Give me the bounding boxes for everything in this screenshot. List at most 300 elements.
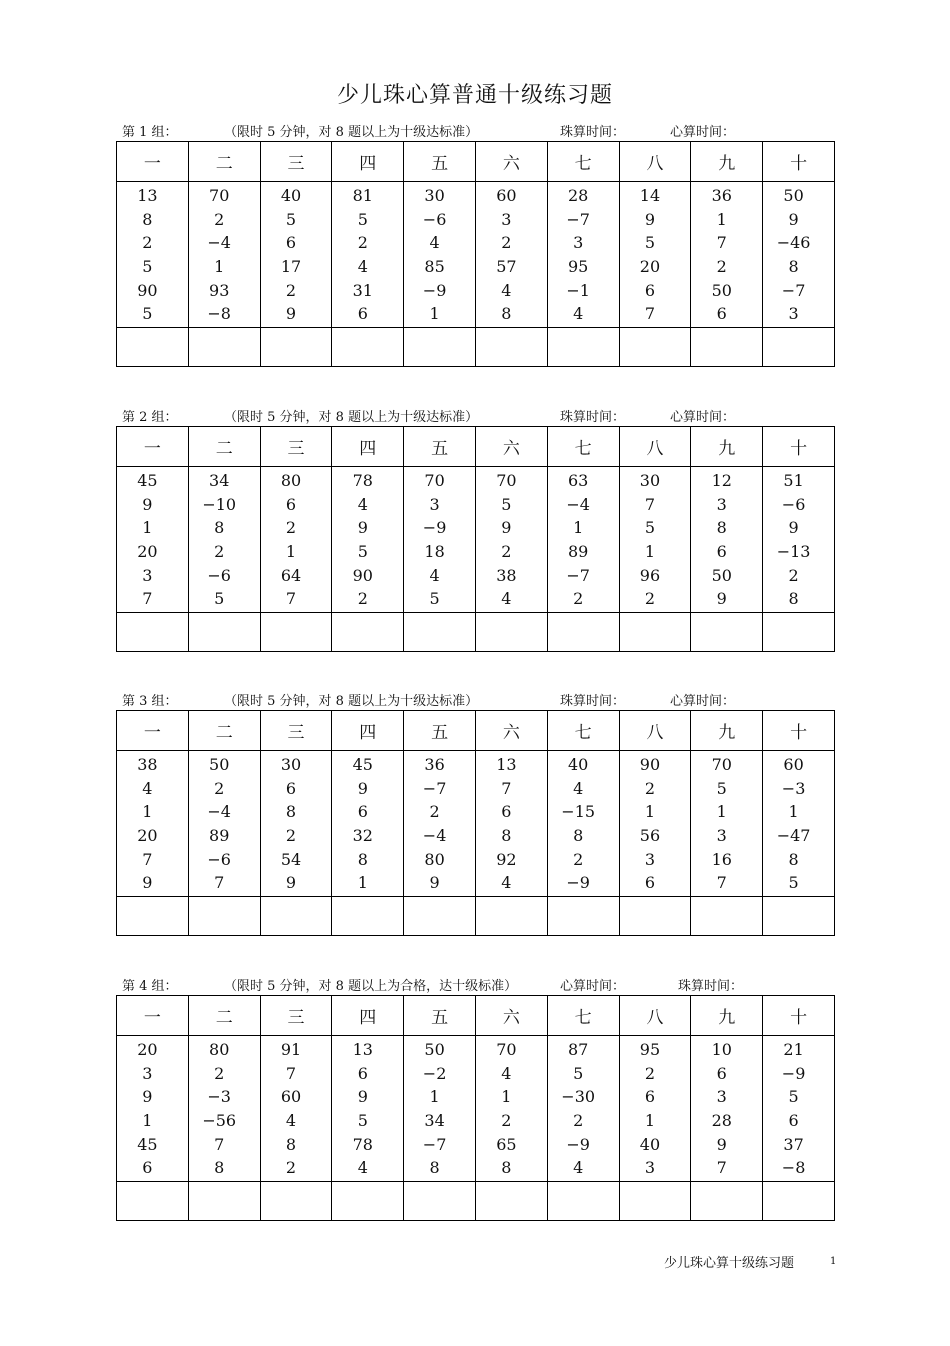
problem-number: 30: [280, 755, 302, 774]
problem-number: −6: [207, 565, 231, 585]
answer-cell[interactable]: [547, 1182, 619, 1221]
problem-number: 70: [496, 471, 517, 490]
problem-cell: [117, 467, 189, 613]
problem-number: −3: [207, 1087, 231, 1107]
problem-number: 4: [501, 280, 512, 300]
problem-number: 40: [280, 186, 302, 205]
problem-number: 1: [716, 209, 727, 229]
problem-number: 54: [280, 849, 302, 869]
problem-number: 78: [352, 1134, 373, 1154]
answer-cell[interactable]: [763, 613, 835, 652]
problem-number: 3: [501, 209, 512, 229]
column-header: 五: [404, 996, 476, 1036]
answer-cell[interactable]: [619, 613, 691, 652]
problem-cell: [763, 467, 835, 613]
problem-number: 60: [280, 1087, 302, 1107]
answer-cell[interactable]: [260, 328, 332, 367]
problem-row: [117, 467, 835, 613]
column-header: 五: [404, 142, 476, 182]
answer-cell[interactable]: [547, 328, 619, 367]
problem-number: 6: [716, 304, 727, 324]
problem-number: 90: [137, 280, 158, 300]
problem-number: −10: [202, 494, 237, 514]
problem-number: 2: [573, 849, 584, 869]
problem-number: 5: [573, 1063, 584, 1083]
problem-cell: [332, 182, 404, 328]
problem-table: [116, 995, 835, 1221]
column-header: 三: [260, 142, 332, 182]
column-header: 八: [619, 427, 691, 467]
answer-cell[interactable]: [188, 328, 260, 367]
problem-number: 6: [285, 778, 297, 798]
problem-table: [116, 141, 835, 367]
problem-number: −6: [781, 494, 806, 514]
answer-cell[interactable]: [404, 1182, 476, 1221]
problem-number: −2: [422, 1063, 447, 1083]
problem-number: 4: [357, 257, 368, 277]
problem-cell: [475, 751, 547, 897]
problem-cell: [619, 1036, 691, 1182]
problem-number: 2: [429, 802, 440, 822]
problem-number: 3: [142, 565, 153, 585]
problem-number: 3: [716, 826, 727, 846]
problem-cell: [619, 751, 691, 897]
problem-number: 78: [352, 471, 373, 490]
problem-number: 4: [429, 233, 440, 253]
column-header: 三: [260, 711, 332, 751]
answer-cell[interactable]: [763, 1182, 835, 1221]
column-header: 五: [404, 711, 476, 751]
problem-number: 1: [142, 802, 153, 822]
problem-number: 9: [142, 1087, 153, 1107]
problem-number: 38: [496, 565, 517, 585]
column-header-row: [117, 142, 835, 182]
group-header: [116, 690, 835, 710]
problem-number: 1: [644, 1111, 656, 1131]
problem-number: 30: [639, 471, 661, 490]
column-header: 一: [117, 142, 189, 182]
answer-row: [117, 897, 835, 936]
answer-cell[interactable]: [404, 328, 476, 367]
problem-number: 1: [573, 518, 584, 538]
problem-number: 95: [568, 257, 589, 277]
problem-number: 9: [285, 873, 297, 893]
answer-cell[interactable]: [547, 897, 619, 936]
problem-number: −4: [566, 494, 590, 514]
column-header: 七: [547, 996, 619, 1036]
problem-row: [117, 1036, 835, 1182]
problem-cell: [547, 182, 619, 328]
column-header-row: [117, 711, 835, 751]
problem-number: 40: [639, 1134, 661, 1154]
group-rule: （限时 5 分钟，对 8 题以上为十级达标准）: [224, 125, 479, 140]
problem-number: 9: [285, 304, 297, 324]
answer-cell[interactable]: [188, 897, 260, 936]
answer-cell[interactable]: [475, 897, 547, 936]
problem-number: 16: [711, 849, 732, 869]
problem-number: 6: [142, 1158, 153, 1178]
problem-number: 4: [501, 1063, 512, 1083]
problem-cell: [117, 1036, 189, 1182]
problem-number: 70: [209, 186, 230, 205]
problem-cell: [404, 751, 476, 897]
problem-cell: [332, 467, 404, 613]
problem-number: −9: [566, 873, 590, 893]
column-header: 三: [260, 427, 332, 467]
column-header: 六: [475, 427, 547, 467]
problem-number: 6: [644, 280, 656, 300]
exercise-group: [116, 406, 835, 652]
column-header: 四: [332, 427, 404, 467]
problem-number: 80: [209, 1040, 230, 1059]
column-header: 十: [763, 711, 835, 751]
problem-number: 1: [644, 542, 656, 562]
problem-number: −9: [422, 518, 447, 538]
column-header-row: [117, 996, 835, 1036]
column-header: 八: [619, 142, 691, 182]
problem-number: 13: [352, 1040, 373, 1059]
group-rule: （限时 5 分钟，对 8 题以上为合格，达十级标准）: [224, 979, 518, 994]
problem-number: 7: [214, 873, 225, 893]
problem-number: 5: [357, 542, 368, 562]
problem-cell: [260, 751, 332, 897]
problem-number: 4: [573, 1158, 584, 1178]
problem-number: 38: [137, 755, 158, 774]
problem-number: 50: [783, 186, 804, 205]
problem-number: 6: [285, 233, 297, 253]
problem-number: 2: [644, 1063, 656, 1083]
problem-number: 9: [788, 209, 799, 229]
time-label-first: 珠算时间：: [560, 410, 626, 425]
answer-cell[interactable]: [260, 1182, 332, 1221]
column-header: 九: [691, 996, 763, 1036]
answer-cell[interactable]: [619, 328, 691, 367]
answer-cell[interactable]: [260, 897, 332, 936]
answer-cell[interactable]: [404, 613, 476, 652]
answer-cell[interactable]: [619, 897, 691, 936]
problem-cell: [547, 751, 619, 897]
problem-number: 3: [573, 233, 584, 253]
problem-number: 2: [285, 518, 297, 538]
problem-cell: [404, 182, 476, 328]
problem-number: 45: [352, 755, 373, 774]
problem-number: 50: [209, 755, 230, 774]
problem-number: 2: [285, 1158, 297, 1178]
problem-cell: [188, 751, 260, 897]
problem-number: 2: [644, 589, 656, 609]
problem-cell: [691, 182, 763, 328]
column-header: 二: [188, 142, 260, 182]
column-header: 六: [475, 996, 547, 1036]
problem-number: −30: [561, 1087, 596, 1107]
problem-number: 8: [357, 849, 368, 869]
problem-number: 5: [142, 257, 153, 277]
problem-cell: [404, 467, 476, 613]
answer-row: [117, 328, 835, 367]
problem-number: 1: [429, 304, 440, 324]
problem-number: −6: [207, 849, 231, 869]
column-header: 五: [404, 427, 476, 467]
problem-number: 51: [783, 471, 804, 490]
problem-number: 8: [501, 826, 512, 846]
problem-number: 9: [501, 518, 512, 538]
problem-number: 70: [496, 1040, 517, 1059]
problem-cell: [332, 751, 404, 897]
problem-number: 6: [788, 1111, 799, 1131]
time-label-first: 珠算时间：: [560, 694, 626, 709]
problem-number: 56: [639, 826, 661, 846]
problem-cell: [117, 751, 189, 897]
problem-number: 7: [644, 494, 656, 514]
problem-number: 7: [285, 589, 297, 609]
problem-number: 21: [783, 1040, 804, 1059]
column-header: 一: [117, 427, 189, 467]
problem-number: 57: [496, 257, 517, 277]
problem-number: 3: [788, 304, 799, 324]
problem-number: 92: [496, 849, 517, 869]
group-rule: （限时 5 分钟，对 8 题以上为十级达标准）: [224, 694, 479, 709]
column-header: 九: [691, 427, 763, 467]
problem-number: 34: [424, 1111, 445, 1131]
problem-number: 6: [644, 1087, 656, 1107]
column-header: 九: [691, 711, 763, 751]
problem-number: −3: [781, 778, 806, 798]
problem-number: 2: [214, 778, 225, 798]
problem-number: 7: [142, 589, 153, 609]
answer-cell[interactable]: [404, 897, 476, 936]
column-header: 八: [619, 996, 691, 1036]
column-header: 二: [188, 711, 260, 751]
problem-cell: [404, 1036, 476, 1182]
problem-number: 13: [496, 755, 517, 774]
group-header: [116, 975, 835, 995]
column-header: 二: [188, 996, 260, 1036]
problem-number: 7: [716, 1158, 727, 1178]
problem-number: 4: [573, 304, 584, 324]
answer-cell[interactable]: [619, 1182, 691, 1221]
problem-number: −4: [207, 802, 231, 822]
problem-number: 2: [285, 280, 297, 300]
answer-cell[interactable]: [332, 897, 404, 936]
problem-cell: [188, 467, 260, 613]
problem-cell: [691, 467, 763, 613]
problem-number: 5: [285, 209, 297, 229]
problem-number: 10: [711, 1040, 732, 1059]
problem-number: 1: [357, 873, 368, 893]
problem-number: 5: [644, 518, 656, 538]
time-label-first: 心算时间：: [560, 979, 626, 994]
problem-number: 2: [285, 826, 297, 846]
problem-number: 4: [429, 565, 440, 585]
problem-number: 6: [357, 1063, 368, 1083]
problem-number: 7: [716, 233, 727, 253]
problem-number: 8: [788, 257, 799, 277]
problem-number: 9: [357, 1087, 368, 1107]
answer-cell[interactable]: [547, 613, 619, 652]
problem-number: 95: [639, 1040, 661, 1059]
answer-cell[interactable]: [691, 1182, 763, 1221]
problem-number: 1: [429, 1087, 440, 1107]
problem-number: 18: [424, 542, 445, 562]
problem-number: 9: [716, 589, 727, 609]
problem-number: −9: [566, 1134, 590, 1154]
answer-cell[interactable]: [332, 613, 404, 652]
problem-number: 50: [711, 280, 732, 300]
exercise-group: [116, 975, 835, 1221]
problem-number: 5: [644, 233, 656, 253]
problem-number: −1: [566, 280, 590, 300]
group-label: 第 3 组：: [122, 694, 178, 709]
problem-number: 9: [142, 873, 153, 893]
answer-cell[interactable]: [188, 1182, 260, 1221]
column-header: 十: [763, 427, 835, 467]
problem-number: 60: [783, 755, 804, 774]
problem-number: 8: [214, 1158, 225, 1178]
problem-number: 1: [788, 802, 799, 822]
answer-cell[interactable]: [691, 328, 763, 367]
problem-number: 1: [501, 1087, 512, 1107]
answer-cell[interactable]: [475, 328, 547, 367]
problem-number: −46: [776, 233, 811, 253]
problem-number: 6: [716, 1063, 727, 1083]
problem-number: 4: [142, 778, 153, 798]
answer-cell[interactable]: [763, 328, 835, 367]
problem-cell: [691, 751, 763, 897]
problem-number: 6: [285, 494, 297, 514]
problem-number: 2: [357, 589, 368, 609]
problem-number: 4: [573, 778, 584, 798]
problem-number: 8: [501, 1158, 512, 1178]
problem-number: 8: [142, 209, 153, 229]
problem-number: −15: [561, 802, 596, 822]
problem-number: 80: [424, 849, 445, 869]
problem-number: 7: [501, 778, 512, 798]
problem-number: 45: [137, 471, 158, 490]
problem-number: 40: [568, 755, 589, 774]
problem-number: 2: [214, 542, 225, 562]
column-header: 九: [691, 142, 763, 182]
problem-cell: [763, 1036, 835, 1182]
answer-cell[interactable]: [188, 613, 260, 652]
problem-number: −4: [422, 826, 447, 846]
answer-cell[interactable]: [475, 1182, 547, 1221]
page-number: 1: [830, 1256, 837, 1267]
problem-number: 1: [285, 542, 297, 562]
column-header: 六: [475, 142, 547, 182]
column-header: 七: [547, 142, 619, 182]
problem-number: 4: [501, 873, 512, 893]
problem-number: −7: [566, 565, 590, 585]
column-header: 一: [117, 996, 189, 1036]
footer-text: 少儿珠心算十级练习题: [664, 1256, 795, 1271]
problem-cell: [188, 182, 260, 328]
problem-number: 9: [716, 1134, 727, 1154]
problem-number: 6: [716, 542, 727, 562]
problem-number: 90: [352, 565, 373, 585]
column-header-row: [117, 427, 835, 467]
problem-cell: [691, 1036, 763, 1182]
problem-cell: [619, 182, 691, 328]
answer-cell[interactable]: [117, 897, 189, 936]
problem-number: −7: [422, 778, 447, 798]
answer-cell[interactable]: [260, 613, 332, 652]
problem-number: 2: [142, 233, 153, 253]
problem-number: 2: [501, 1111, 512, 1131]
problem-number: 2: [501, 233, 512, 253]
problem-number: −7: [566, 209, 590, 229]
problem-cell: [619, 467, 691, 613]
problem-number: 60: [496, 186, 517, 205]
group-label: 第 4 组：: [122, 979, 178, 994]
problem-number: −6: [422, 209, 447, 229]
time-label-second: 心算时间：: [670, 410, 736, 425]
problem-number: 1: [142, 518, 153, 538]
problem-row: [117, 751, 835, 897]
problem-number: 8: [214, 518, 225, 538]
problem-cell: [332, 1036, 404, 1182]
column-header: 七: [547, 427, 619, 467]
problem-number: 93: [209, 280, 230, 300]
problem-number: 8: [501, 304, 512, 324]
problem-number: 1: [142, 1111, 153, 1131]
problem-number: 37: [783, 1134, 804, 1154]
answer-cell[interactable]: [691, 613, 763, 652]
column-header: 四: [332, 711, 404, 751]
problem-number: 65: [496, 1134, 517, 1154]
group-header: [116, 406, 835, 426]
problem-number: 20: [639, 257, 661, 277]
problem-number: 8: [429, 1158, 440, 1178]
exercise-group: [116, 690, 835, 936]
answer-cell[interactable]: [763, 897, 835, 936]
problem-number: −13: [776, 542, 811, 562]
problem-number: 8: [285, 802, 297, 822]
answer-cell[interactable]: [332, 1182, 404, 1221]
column-header: 三: [260, 996, 332, 1036]
answer-cell[interactable]: [332, 328, 404, 367]
problem-number: 8: [285, 1134, 297, 1154]
problem-number: 1: [214, 257, 225, 277]
problem-number: 31: [352, 280, 373, 300]
problem-number: 34: [209, 471, 230, 490]
problem-number: 13: [137, 186, 158, 205]
problem-number: −47: [776, 826, 811, 846]
column-header: 二: [188, 427, 260, 467]
column-header: 十: [763, 142, 835, 182]
problem-number: 9: [142, 494, 153, 514]
column-header: 四: [332, 142, 404, 182]
column-header: 八: [619, 711, 691, 751]
problem-number: −4: [207, 233, 231, 253]
group-rule: （限时 5 分钟，对 8 题以上为十级达标准）: [224, 410, 479, 425]
problem-number: 2: [357, 233, 368, 253]
problem-number: 50: [711, 565, 732, 585]
problem-number: −9: [422, 280, 447, 300]
problem-number: 12: [711, 471, 732, 490]
problem-number: 8: [716, 518, 727, 538]
problem-number: 17: [280, 257, 302, 277]
answer-cell[interactable]: [691, 897, 763, 936]
problem-number: 89: [209, 826, 230, 846]
answer-cell[interactable]: [117, 613, 189, 652]
answer-cell[interactable]: [117, 328, 189, 367]
problem-cell: [547, 1036, 619, 1182]
problem-number: 5: [142, 304, 153, 324]
answer-cell[interactable]: [117, 1182, 189, 1221]
problem-cell: [475, 1036, 547, 1182]
answer-cell[interactable]: [475, 613, 547, 652]
problem-number: 9: [644, 209, 656, 229]
